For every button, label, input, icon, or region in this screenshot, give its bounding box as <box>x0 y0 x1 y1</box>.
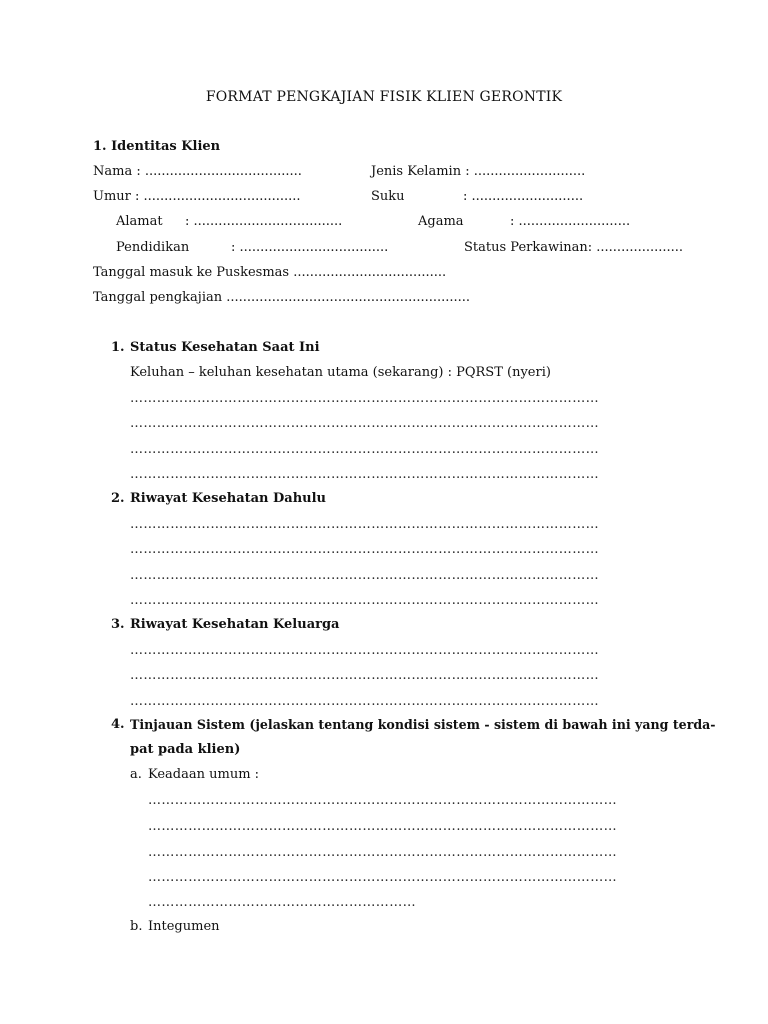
dotted-line: …………………………………………………………………………………………… <box>148 819 617 834</box>
item-b-label: Integumen <box>148 919 220 934</box>
dotted-line: …………………………………………………………………………………………… <box>148 870 617 885</box>
item-a-label: Keadaan umum : <box>148 767 260 782</box>
alamat-value: : .................................... <box>185 214 343 229</box>
dotted-line: …………………………………………………………………………………………… <box>130 568 599 583</box>
section-4-heading-line2: pat pada klien) <box>130 742 241 757</box>
section-2-heading: Riwayat Kesehatan Dahulu <box>130 491 327 506</box>
section-1-number: 1. <box>111 340 125 355</box>
suku-label: Suku <box>371 189 405 204</box>
status-perkawinan-field: Status Perkawinan: ..................... <box>464 240 684 255</box>
item-a-marker: a. <box>130 767 142 782</box>
alamat-label: Alamat <box>116 214 163 229</box>
dotted-line: …………………………………………………………………………………………… <box>130 593 599 608</box>
section-3-heading: Riwayat Kesehatan Keluarga <box>130 617 340 632</box>
dotted-line: …………………………………………………………………………………………… <box>130 668 599 683</box>
dotted-line: …………………………………………………………………………………………… <box>130 467 599 482</box>
section-2-number: 2. <box>111 491 125 506</box>
section-4-heading-line1: Tinjauan Sistem (jelaskan tentang kondisi sistem - sistem di bawah ini yang terda- <box>130 717 716 732</box>
suku-value: : ........................... <box>463 189 584 204</box>
section-1-heading: Status Kesehatan Saat Ini <box>130 340 320 355</box>
umur-field: Umur : ...................................... <box>93 189 301 204</box>
pendidikan-label: Pendidikan <box>116 240 190 255</box>
section-3-number: 3. <box>111 617 125 632</box>
tanggal-masuk-field: Tanggal masuk ke Puskesmas ..................................... <box>93 265 447 280</box>
page-title: FORMAT PENGKAJIAN FISIK KLIEN GERONTIK <box>205 89 563 105</box>
dotted-line-short: …………………………………………………… <box>148 895 416 910</box>
dotted-line: …………………………………………………………………………………………… <box>130 517 599 532</box>
identity-heading: 1. Identitas Klien <box>93 139 221 154</box>
dotted-line: …………………………………………………………………………………………… <box>148 793 617 808</box>
section-1-subtext: Keluhan – keluhan kesehatan utama (sekarang) : PQRST (nyeri) <box>130 365 551 380</box>
item-b-marker: b. <box>130 919 143 934</box>
section-4-number: 4. <box>111 717 125 732</box>
jenis-kelamin-field: Jenis Kelamin : ........................... <box>371 164 586 179</box>
pendidikan-value: : .................................... <box>231 240 389 255</box>
dotted-line: …………………………………………………………………………………………… <box>148 845 617 860</box>
dotted-line: …………………………………………………………………………………………… <box>130 542 599 557</box>
dotted-line: …………………………………………………………………………………………… <box>130 643 599 658</box>
dotted-line: …………………………………………………………………………………………… <box>130 694 599 709</box>
agama-label: Agama <box>418 214 464 229</box>
tanggal-pengkajian-field: Tanggal pengkajian ........................................................... <box>93 290 471 305</box>
dotted-line: …………………………………………………………………………………………… <box>130 442 599 457</box>
dotted-line: …………………………………………………………………………………………… <box>130 391 599 406</box>
dotted-line: …………………………………………………………………………………………… <box>130 416 599 431</box>
nama-field: Nama : ...................................... <box>93 164 302 179</box>
agama-value: : ........................... <box>510 214 631 229</box>
